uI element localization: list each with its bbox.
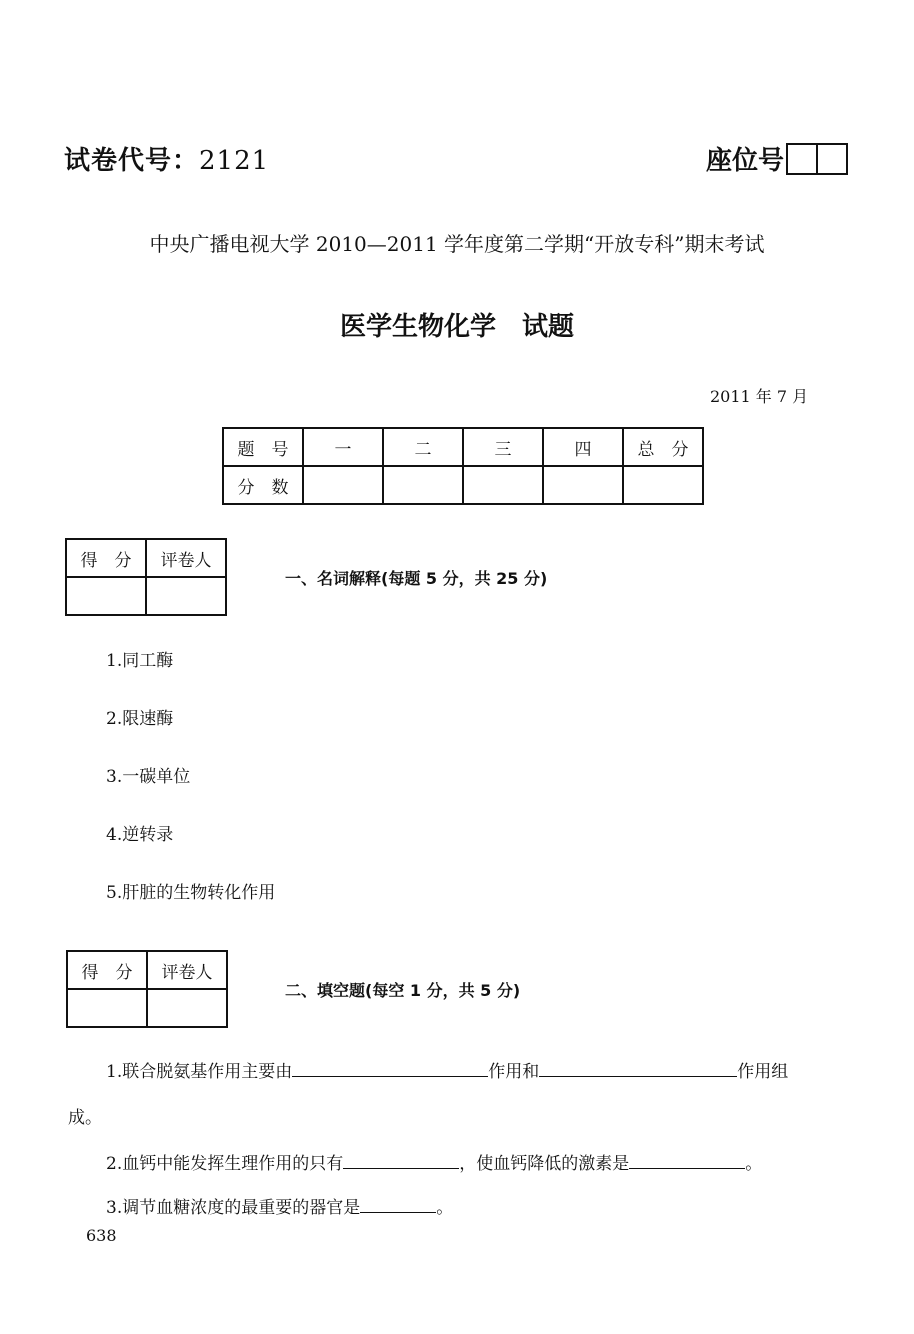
page-number: 638 [86,1226,117,1245]
question-item: 3.一碳单位 [106,767,191,787]
grader-box-section-1 [65,538,227,616]
fill-question-3 [106,1193,453,1218]
paper-code-value: 2121 [199,146,270,176]
course-title: 医学生物化学 试题 [339,312,574,342]
score-table-header: 一 [303,428,383,466]
score-table-header: 总 分 [623,428,703,466]
score-table-header: 题 号 [223,428,303,466]
grader-name-cell [146,577,226,615]
question-text: 作用组 [737,1062,789,1082]
grader-name-label: 评卷人 [146,539,226,577]
grader-score-label: 得 分 [66,539,146,577]
score-table-header-row [223,428,703,466]
answer-blank[interactable] [629,1150,745,1169]
seat-number [706,140,848,177]
question-item: 5.肝脏的生物转化作用 [106,883,276,903]
score-cell [623,466,703,504]
question-text: 。 [745,1154,763,1174]
exam-header: 中央广播电视大学 2010—2011 学年度第二学期“开放专科”期末考试 [149,232,765,256]
paper-code [64,140,269,177]
score-cell [543,466,623,504]
seat-box [816,145,846,173]
grader-box-section-2 [66,950,228,1028]
section-2-title: 二、填空题(每空 1 分，共 5 分) [285,981,521,1000]
score-table-row-label: 分 数 [223,466,303,504]
score-table-header: 二 [383,428,463,466]
question-item: 1.同工酶 [106,651,174,671]
paper-code-label: 试卷代号： [64,146,200,176]
seat-number-label: 座位号 [706,146,785,176]
answer-blank[interactable] [360,1194,436,1213]
fill-question-1-continued: 成。 [68,1108,102,1128]
score-cell [463,466,543,504]
fill-question-2 [106,1149,762,1174]
answer-blank[interactable] [539,1058,737,1077]
question-text: ，使血钙降低的激素是 [459,1154,630,1174]
answer-blank[interactable] [292,1058,488,1077]
question-text: 3.调节血糖浓度的最重要的器官是 [106,1198,361,1218]
score-table-score-row [223,466,703,504]
exam-date: 2011 年 7 月 [710,387,809,406]
grader-score-label: 得 分 [67,951,147,989]
seat-box [788,145,816,173]
grader-name-cell [147,989,227,1027]
score-table-header: 三 [463,428,543,466]
grader-name-label: 评卷人 [147,951,227,989]
fill-question-1 [106,1057,788,1082]
question-item: 2.限速酶 [106,709,174,729]
seat-number-boxes [786,143,848,175]
grader-score-cell [66,577,146,615]
question-text: 2.血钙中能发挥生理作用的只有 [106,1154,344,1174]
score-cell [303,466,383,504]
score-cell [383,466,463,504]
grader-score-cell [67,989,147,1027]
question-text: 1.联合脱氨基作用主要由 [106,1062,293,1082]
score-table [222,427,704,505]
section-1-title: 一、名词解释(每题 5 分，共 25 分) [285,569,548,588]
question-text: 。 [436,1198,454,1218]
answer-blank[interactable] [343,1150,459,1169]
question-text: 作用和 [488,1062,540,1082]
score-table-header: 四 [543,428,623,466]
question-item: 4.逆转录 [106,825,174,845]
